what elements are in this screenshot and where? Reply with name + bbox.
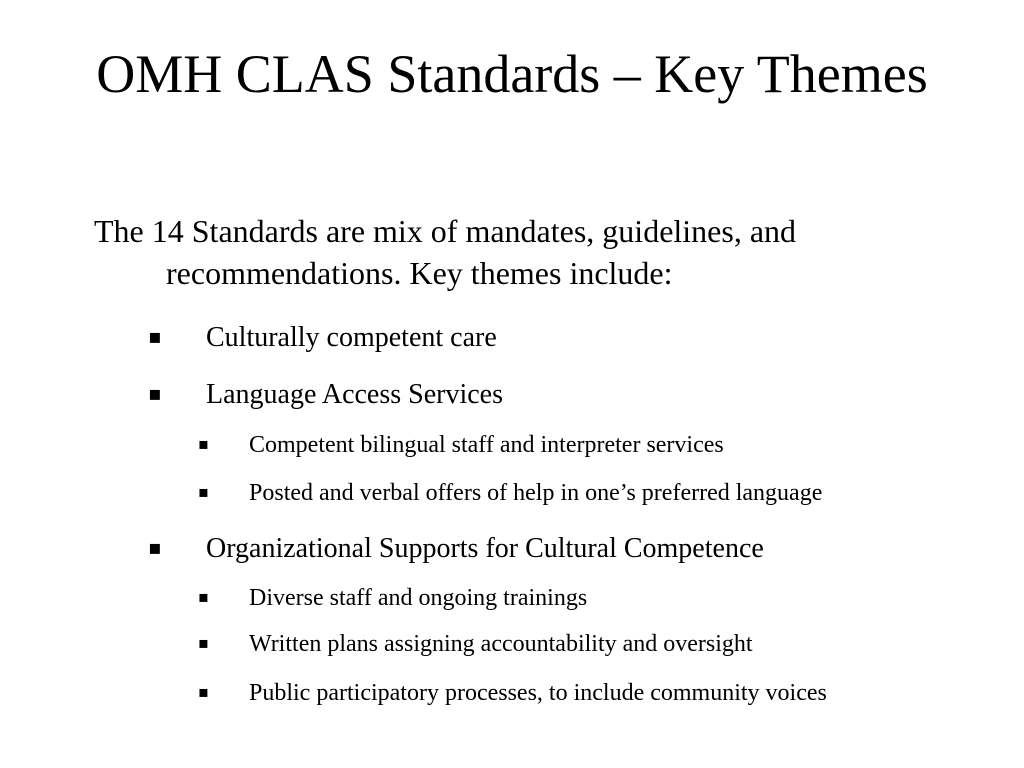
sub-bullet-posted-verbal-offers [198,477,822,508]
bullet-language-access-services [148,376,503,412]
square-bullet-icon: ▪ [198,682,209,701]
bullet-text: Language Access Services [206,379,503,410]
square-bullet-icon: ▪ [148,381,162,405]
square-bullet-icon: ▪ [198,633,209,652]
square-bullet-icon: ▪ [198,482,209,501]
sub-bullet-text: Posted and verbal offers of help in one’s preferred language [249,480,823,506]
sub-bullet-text: Competent bilingual staff and interpreter services [249,432,724,458]
bullet-culturally-competent-care [148,319,497,355]
sub-bullet-bilingual-staff [198,429,724,460]
sub-bullet-text: Written plans assigning accountability and oversight [249,631,753,657]
square-bullet-icon: ▪ [148,324,162,348]
sub-bullet-text: Public participatory processes, to include community voices [249,680,827,706]
bullet-organizational-supports [148,530,764,566]
sub-bullet-written-plans [198,628,753,659]
square-bullet-icon: ▪ [198,587,209,606]
intro-paragraph: The 14 Standards are mix of mandates, guidelines, and recommendations. Key themes include: [94,213,797,291]
slide-title: OMH CLAS Standards – Key Themes [96,44,928,104]
sub-bullet-text: Diverse staff and ongoing trainings [249,585,588,611]
square-bullet-icon: ▪ [198,434,209,453]
bullet-text: Culturally competent care [206,322,497,353]
sub-bullet-diverse-staff [198,582,587,613]
bullet-text: Organizational Supports for Cultural Competence [206,533,764,564]
square-bullet-icon: ▪ [148,535,162,559]
sub-bullet-public-participatory [198,677,827,708]
